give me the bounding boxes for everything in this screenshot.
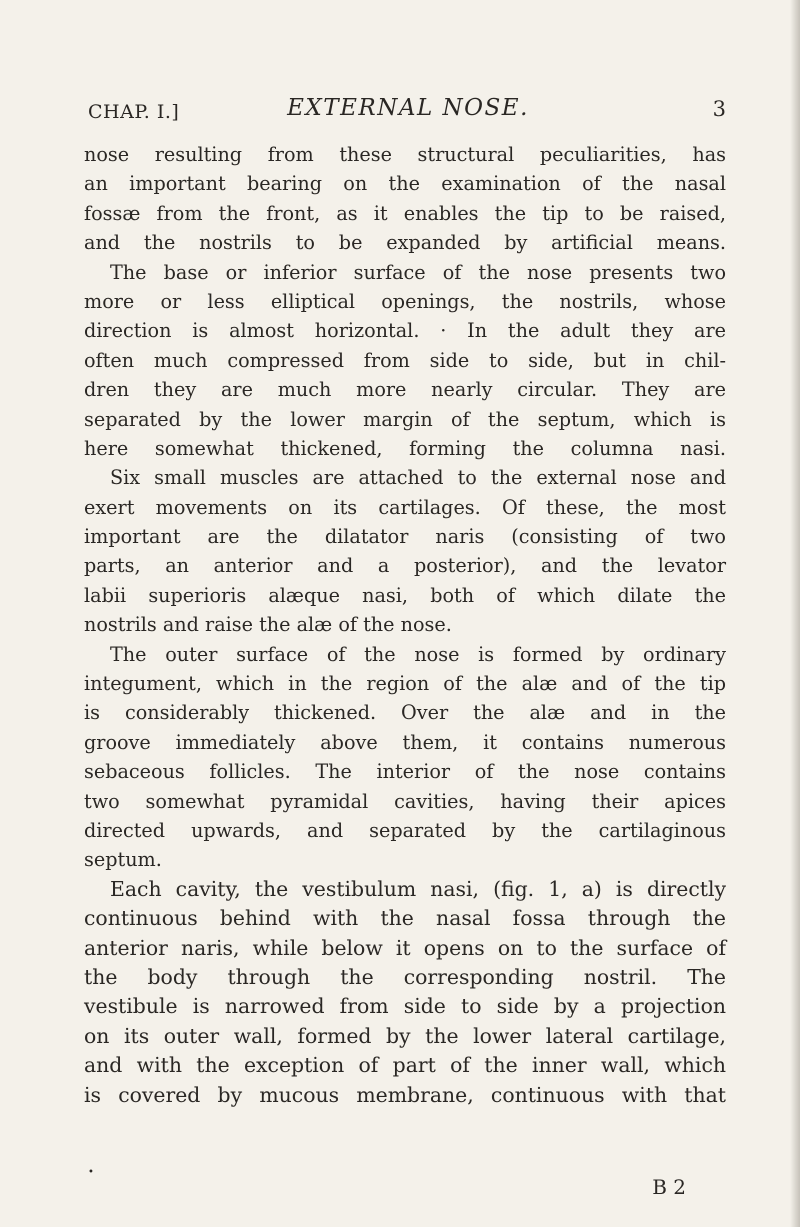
margin-dot: • xyxy=(88,1167,94,1178)
text-line: directed upwards, and separated by the cartilaginous xyxy=(84,818,726,842)
text-line: continuous behind with the nasal fossa through the xyxy=(84,906,726,931)
text-line: exert movements on its cartilages. Of these, the most xyxy=(84,495,726,519)
text-line: on its outer wall, formed by the lower lateral cartilage, xyxy=(84,1023,726,1048)
running-title: EXTERNAL NOSE. xyxy=(287,95,529,121)
text-line: nostrils and raise the alæ of the nose. xyxy=(84,613,452,637)
text-line: separated by the lower margin of the septum, which is xyxy=(84,407,726,431)
text-line: vestibule is narrowed from side to side by a projection xyxy=(84,994,726,1019)
text-line: groove immediately above them, it contains numerous xyxy=(84,730,726,754)
text-line: The base or inferior surface of the nose presents two xyxy=(110,260,726,284)
text-line: nose resulting from these structural peculiarities, has xyxy=(84,143,726,166)
text-line: direction is almost horizontal. · In the adult they are xyxy=(84,319,726,343)
text-line: anterior naris, while below it opens on to the surface of xyxy=(84,935,726,960)
text-line: important are the dilatator naris (consisting of two xyxy=(84,525,726,549)
text-line: is considerably thickened. Over the alæ and in the xyxy=(84,701,726,725)
text-line: dren they are much more nearly circular. They are xyxy=(84,378,726,402)
text-line: Each cavity, the vestibulum nasi, (fig. 1, a) is directly xyxy=(110,876,726,901)
text-line: two somewhat pyramidal cavities, having their apices xyxy=(84,789,726,813)
text-line: septum. xyxy=(84,848,162,872)
page-number: 3 xyxy=(712,97,726,121)
text-line: the body through the corresponding nostril. The xyxy=(84,964,726,989)
text-line: integument, which in the region of the alæ and of the tip xyxy=(84,672,726,696)
text-line: an important bearing on the examination of the nasal xyxy=(84,172,726,196)
text-line: often much compressed from side to side, but in chil- xyxy=(84,348,726,372)
text-line: fossæ from the front, as it enables the tip to be raised, xyxy=(84,201,726,225)
text-line: here somewhat thickened, forming the columna nasi. xyxy=(84,436,726,460)
signature-mark: B 2 xyxy=(652,1175,686,1199)
text-line: and with the exception of part of the inner wall, which xyxy=(84,1053,726,1078)
body-text xyxy=(84,140,726,1110)
page-edge-shadow xyxy=(790,0,800,1227)
text-line: parts, an anterior and a posterior), and the levator xyxy=(84,554,726,578)
text-line: more or less elliptical openings, the nostrils, whose xyxy=(84,289,726,313)
text-line: The outer surface of the nose is formed by ordinary xyxy=(110,642,726,666)
text-line: and the nostrils to be expanded by artificial means. xyxy=(84,231,726,255)
text-line: labii superioris alæque nasi, both of which dilate the xyxy=(84,583,726,607)
text-line: Six small muscles are attached to the external nose and xyxy=(110,466,726,490)
running-header xyxy=(88,95,728,129)
text-line: sebaceous follicles. The interior of the nose contains xyxy=(84,760,726,784)
text-line: is covered by mucous membrane, continuous with that xyxy=(84,1082,726,1107)
chapter-label: CHAP. I.] xyxy=(88,101,180,123)
